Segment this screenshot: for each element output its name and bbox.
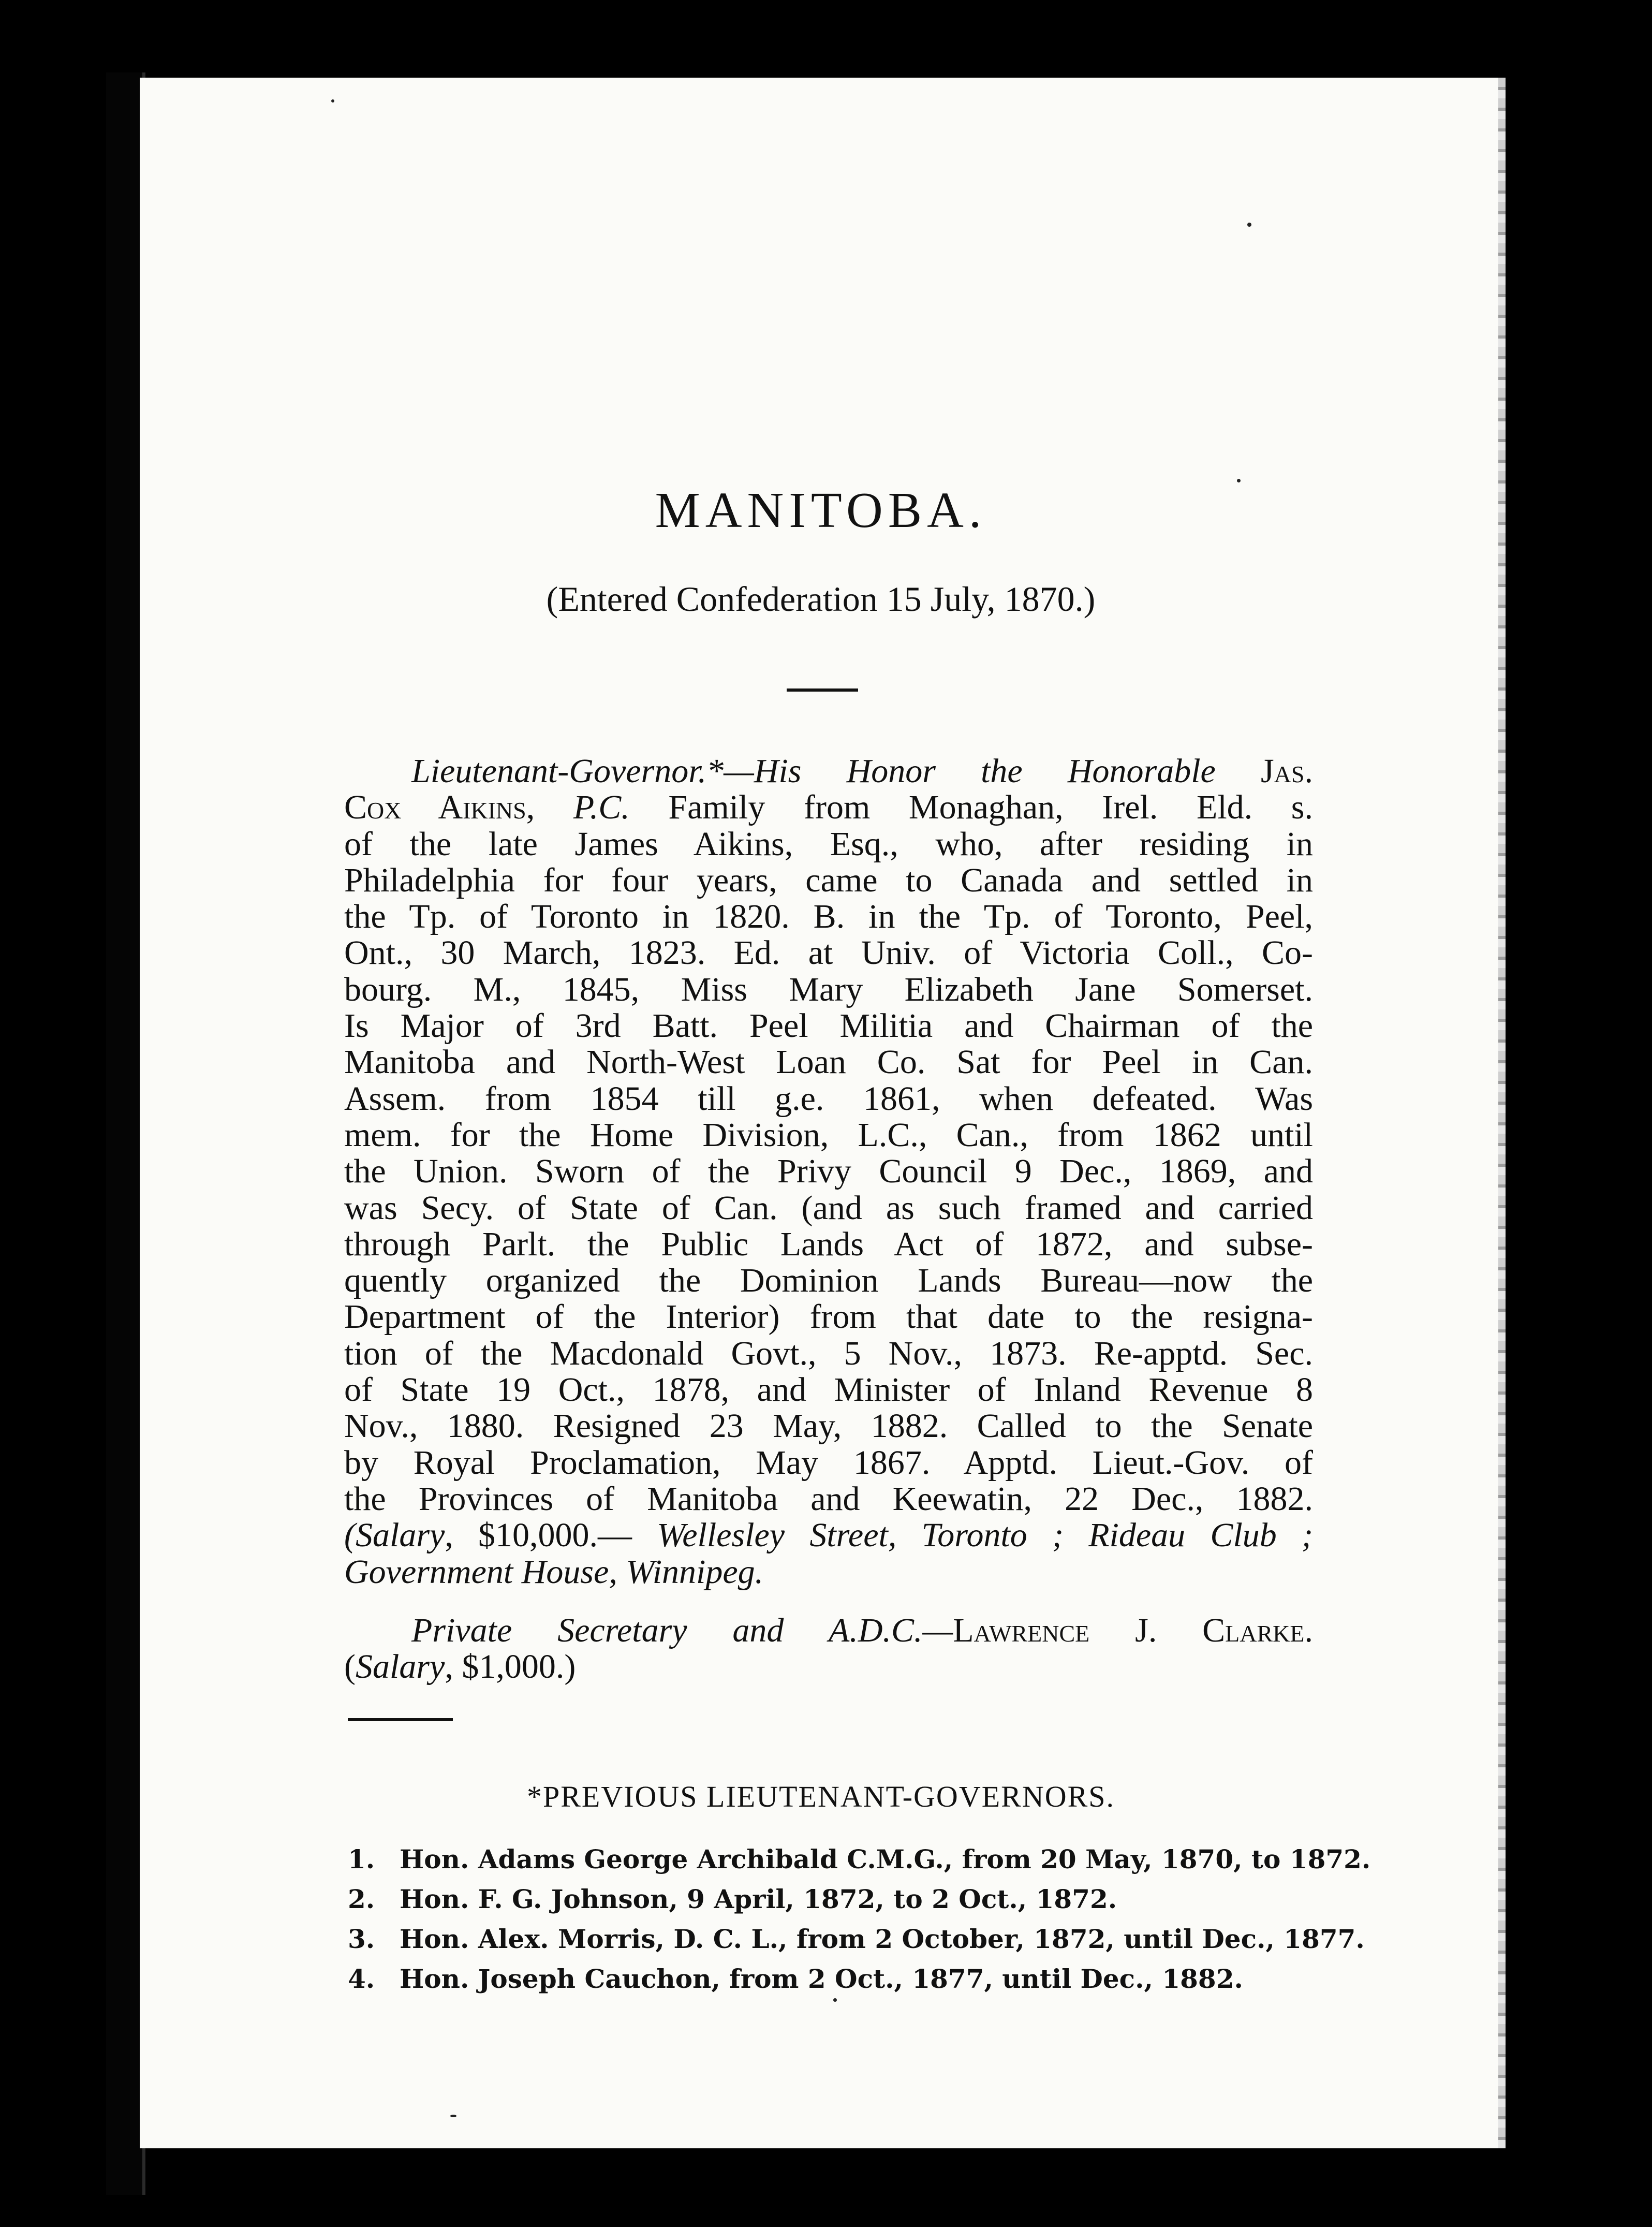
bio-line: Government House, Winnipeg. xyxy=(344,1552,764,1591)
page-subtitle: (Entered Confederation 15 July, 1870.) xyxy=(546,579,1096,619)
list-item: 2. Hon. F. G. Johnson, 9 April, 1872, to 2 Oct., 1872. xyxy=(348,1884,1117,1914)
list-item: 1. Hon. Adams George Archibald C.M.G., from 20 May, 1870, to 1872. xyxy=(348,1844,1371,1874)
governor-biography xyxy=(344,753,1313,1590)
bio-line: Department of the Interior) from that date to the resigna- xyxy=(344,1298,1313,1336)
bio-line: Ont., 30 March, 1823. Ed. at Univ. of Victoria Coll., Co- xyxy=(344,934,1313,972)
bio-line: tion of the Macdonald Govt., 5 Nov., 1873. Re-apptd. Sec. xyxy=(344,1334,1313,1372)
page-title: MANITOBA. xyxy=(655,482,987,538)
previous-governors-list xyxy=(348,1839,1370,1999)
bio-line: of State 19 Oct., 1878, and Minister of Inland Revenue 8 xyxy=(344,1371,1313,1409)
scan-speck xyxy=(450,2115,456,2117)
bio-line: Manitoba and North-West Loan Co. Sat for Peel in Can. xyxy=(344,1043,1313,1081)
bio-line: the Tp. of Toronto in 1820. B. in the Tp. of Toronto, Peel, xyxy=(344,898,1313,936)
previous-governors-heading: *PREVIOUS LIEUTENANT-GOVERNORS. xyxy=(526,1780,1115,1813)
bio-line: through Parlt. the Public Lands Act of 1872, and subse- xyxy=(344,1225,1313,1263)
bio-line: Cox Aikins, P.C. Family from Monaghan, Irel. Eld. s. xyxy=(344,788,1313,827)
bio-line: bourg. M., 1845, Miss Mary Elizabeth Jane Somerset. xyxy=(344,970,1313,1008)
section-divider xyxy=(787,688,858,692)
bio-line: of the late James Aikins, Esq., who, after residing in xyxy=(344,825,1313,863)
bio-line: Is Major of 3rd Batt. Peel Militia and Chairman of the xyxy=(344,1007,1313,1045)
scan-speck xyxy=(331,99,334,102)
bio-line: Nov., 1880. Resigned 23 May, 1882. Called to the Senate xyxy=(344,1407,1313,1445)
bio-line: quently organized the Dominion Lands Bureau—now the xyxy=(344,1262,1313,1300)
bio-line: Philadelphia for four years, came to Canada and settled in xyxy=(344,861,1313,899)
bio-line: the Provinces of Manitoba and Keewatin, 22 Dec., 1882. xyxy=(344,1479,1313,1518)
bio-line: by Royal Proclamation, May 1867. Apptd. Lieut.-Gov. of xyxy=(344,1443,1313,1482)
scan-speck xyxy=(833,1998,837,2002)
bio-line: Assem. from 1854 till g.e. 1861, when defeated. Was xyxy=(344,1079,1313,1118)
bio-line: was Secy. of State of Can. (and as such framed and carried xyxy=(344,1189,1313,1227)
bio-line: Lieutenant-Governor.*—His Honor the Honorable Jas. xyxy=(411,752,1313,790)
list-item: 4. Hon. Joseph Cauchon, from 2 Oct., 1877, until Dec., 1882. xyxy=(348,1964,1243,1994)
scan-speck xyxy=(1247,223,1251,227)
page-edge xyxy=(1498,78,1506,2148)
bio-line: (Salary, $10,000.— Wellesley Street, Toronto ; Rideau Club ; xyxy=(344,1516,1313,1555)
section-divider xyxy=(348,1718,453,1721)
bio-line: mem. for the Home Division, L.C., Can., from 1862 until xyxy=(344,1116,1313,1154)
list-item: 3. Hon. Alex. Morris, D. C. L., from 2 October, 1872, until Dec., 1877. xyxy=(348,1924,1365,1954)
secretary-salary: (Salary, $1,000.) xyxy=(344,1648,576,1686)
private-secretary xyxy=(344,1613,1313,1686)
secretary-line: Private Secretary and A.D.C.—Lawrence J. Clarke. xyxy=(411,1611,1314,1649)
bio-line: the Union. Sworn of the Privy Council 9 Dec., 1869, and xyxy=(344,1152,1313,1191)
